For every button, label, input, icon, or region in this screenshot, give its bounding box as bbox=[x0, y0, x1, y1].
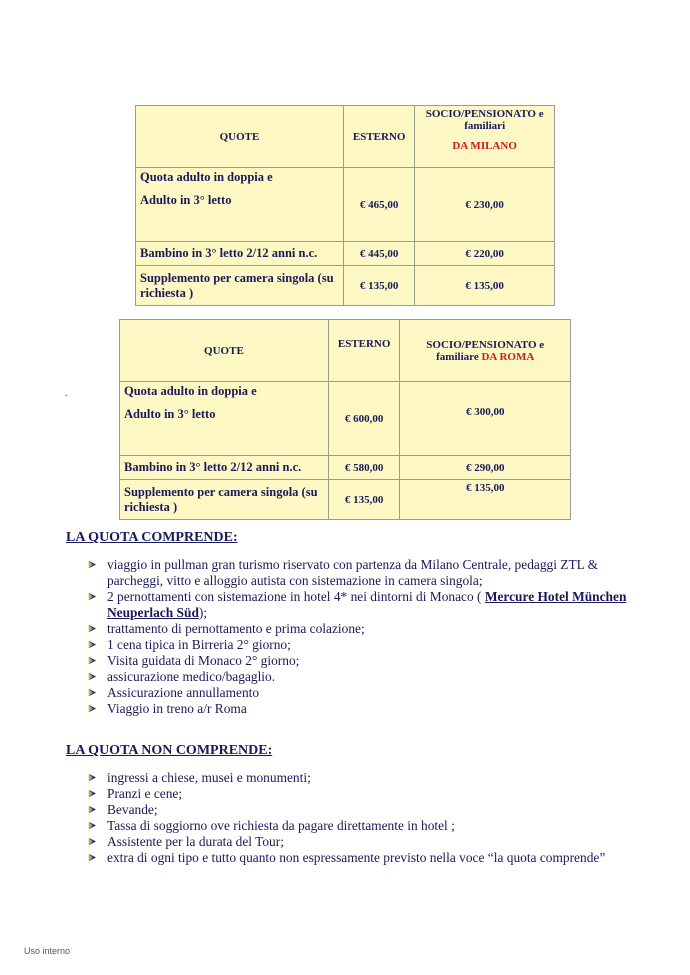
excludes-item-text: Assistente per la durata del Tour; bbox=[107, 834, 284, 849]
row-adult-esterno: € 600,00 bbox=[328, 382, 400, 456]
list-item bbox=[88, 653, 628, 669]
list-item bbox=[88, 557, 628, 589]
arrow-bullet-icon bbox=[88, 805, 97, 814]
row-single-label: Supplemento per camera singola (su richiesta ) bbox=[136, 266, 344, 306]
header-city: DA ROMA bbox=[481, 350, 535, 363]
row-child-socio: € 290,00 bbox=[400, 456, 571, 480]
row-adult-line1: Quota adulto in doppia e bbox=[140, 170, 273, 184]
arrow-bullet-icon bbox=[88, 592, 97, 601]
row-adult-label bbox=[136, 168, 344, 242]
arrow-bullet-icon bbox=[88, 656, 97, 665]
row-child-esterno: € 445,00 bbox=[343, 242, 414, 266]
excludes-item-text: extra di ogni tipo e tutto quanto non espressamente previsto nella voce “la quota comprende” bbox=[107, 850, 606, 865]
list-item bbox=[88, 802, 628, 818]
list-item bbox=[88, 850, 628, 866]
arrow-bullet-icon bbox=[88, 853, 97, 862]
includes-item-text: Viaggio in treno a/r Roma bbox=[107, 701, 247, 716]
list-item bbox=[88, 669, 628, 685]
header-socio-label: SOCIO/PENSIONATO e familiari bbox=[425, 108, 544, 132]
row-single-esterno: € 135,00 bbox=[343, 266, 414, 306]
excludes-title: LA QUOTA NON COMPRENDE: bbox=[66, 743, 273, 758]
arrow-bullet-icon bbox=[88, 704, 97, 713]
includes-item-text: Visita guidata di Monaco 2° giorno; bbox=[107, 653, 300, 668]
header-socio-label: SOCIO/PENSIONATO e familiare bbox=[426, 338, 545, 363]
row-adult-label bbox=[120, 382, 329, 456]
includes-item-text: assicurazione medico/bagaglio. bbox=[107, 669, 276, 684]
list-item bbox=[88, 770, 628, 786]
header-quote: QUOTE bbox=[136, 106, 344, 168]
row-adult-line2: Adulto in 3° letto bbox=[124, 407, 216, 421]
header-socio bbox=[415, 106, 555, 168]
stray-dot: . bbox=[65, 388, 68, 399]
excludes-item-text: Tassa di soggiorno ove richiesta da pagare direttamente in hotel ; bbox=[107, 818, 455, 833]
includes-item-text: trattamento di pernottamento e prima colazione; bbox=[107, 621, 365, 636]
arrow-bullet-icon bbox=[88, 789, 97, 798]
row-adult-line1: Quota adulto in doppia e bbox=[124, 384, 257, 398]
excludes-item-text: ingressi a chiese, musei e monumenti; bbox=[107, 770, 311, 785]
header-esterno: ESTERNO bbox=[343, 106, 414, 168]
row-single-socio: € 135,00 bbox=[400, 480, 571, 520]
row-child-label: Bambino in 3° letto 2/12 anni n.c. bbox=[136, 242, 344, 266]
excludes-list bbox=[88, 770, 628, 866]
arrow-bullet-icon bbox=[88, 773, 97, 782]
list-item bbox=[88, 786, 628, 802]
list-item bbox=[88, 818, 628, 834]
row-single-label: Supplemento per camera singola (su richiesta ) bbox=[120, 480, 329, 520]
header-socio bbox=[400, 320, 571, 382]
excludes-item-text: Pranzi e cene; bbox=[107, 786, 183, 801]
hotel-link[interactable]: Mercure Hotel München Neuperlach Süd bbox=[107, 589, 627, 620]
header-esterno: ESTERNO bbox=[328, 320, 400, 382]
arrow-bullet-icon bbox=[88, 560, 97, 569]
includes-title: LA QUOTA COMPRENDE: bbox=[66, 530, 238, 545]
row-single-esterno: € 135,00 bbox=[328, 480, 400, 520]
row-adult-socio: € 230,00 bbox=[415, 168, 555, 242]
footer-label: Uso interno bbox=[24, 946, 71, 956]
arrow-bullet-icon bbox=[88, 688, 97, 697]
price-table-roma bbox=[119, 319, 571, 520]
includes-item-text: 2 pernottamenti con sistemazione in hotel 4* nei dintorni di Monaco ( bbox=[107, 589, 485, 604]
arrow-bullet-icon bbox=[88, 624, 97, 633]
list-item bbox=[88, 834, 628, 850]
includes-item-text: 1 cena tipica in Birreria 2° giorno; bbox=[107, 637, 291, 652]
header-quote: QUOTE bbox=[120, 320, 329, 382]
row-adult-line2: Adulto in 3° letto bbox=[140, 193, 232, 207]
price-table-milano bbox=[135, 105, 555, 306]
list-item bbox=[88, 621, 628, 637]
row-child-socio: € 220,00 bbox=[415, 242, 555, 266]
includes-item-text: viaggio in pullman gran turismo riservato con partenza da Milano Centrale, pedaggi ZTL & parcheggi, vitto e alloggio autista con sistemazione in camera singola; bbox=[107, 557, 599, 588]
list-item bbox=[88, 701, 628, 717]
includes-item-text: Assicurazione annullamento bbox=[107, 685, 260, 700]
row-child-esterno: € 580,00 bbox=[328, 456, 400, 480]
row-child-label: Bambino in 3° letto 2/12 anni n.c. bbox=[120, 456, 329, 480]
arrow-bullet-icon bbox=[88, 672, 97, 681]
includes-item-text: ); bbox=[198, 605, 208, 620]
excludes-item-text: Bevande; bbox=[107, 802, 158, 817]
includes-list bbox=[88, 557, 628, 717]
list-item bbox=[88, 589, 628, 621]
header-city: DA MILANO bbox=[452, 140, 517, 152]
arrow-bullet-icon bbox=[88, 821, 97, 830]
row-adult-socio: € 300,00 bbox=[400, 382, 571, 456]
arrow-bullet-icon bbox=[88, 837, 97, 846]
row-single-socio: € 135,00 bbox=[415, 266, 555, 306]
list-item bbox=[88, 685, 628, 701]
list-item bbox=[88, 637, 628, 653]
arrow-bullet-icon bbox=[88, 640, 97, 649]
row-adult-esterno: € 465,00 bbox=[343, 168, 414, 242]
